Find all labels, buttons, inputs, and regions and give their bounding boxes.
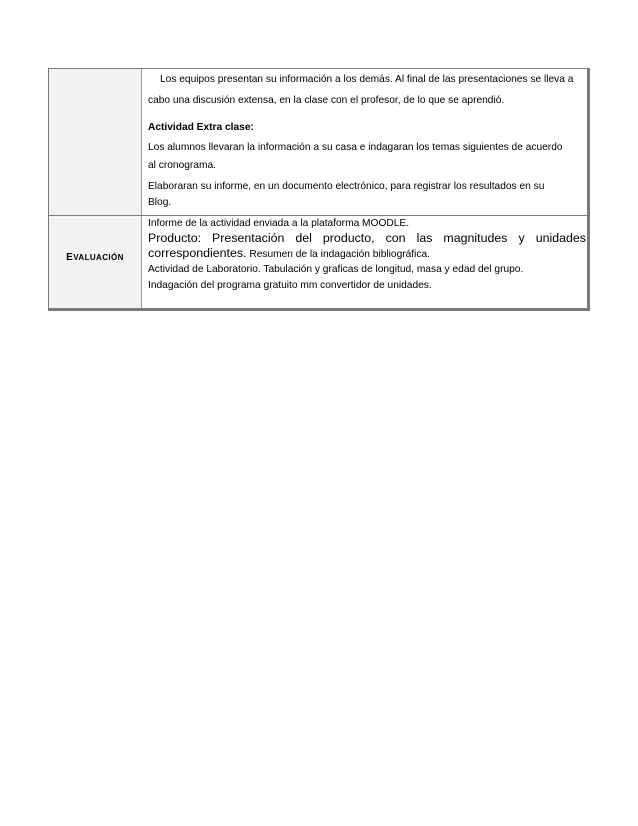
row2-line1: Informe de la actividad enviada a la plataforma MOODLE. (148, 218, 410, 229)
label-divider (49, 217, 141, 218)
row-divider (49, 215, 587, 216)
evaluation-label-rest: VALUACIÓN (73, 253, 124, 262)
row1-line3: Los alumnos llevaran la información a su casa e indagaran los temas siguientes de acuerdo (148, 142, 563, 153)
extra-activity-title: Actividad Extra clase: (148, 122, 254, 133)
row2-line4: Actividad de Laboratorio. Tabulación y graficas de longitud, masa y edad del grupo. (148, 264, 524, 275)
evaluation-label (49, 252, 141, 263)
lesson-table (48, 68, 590, 311)
row2-line3-big: correspondientes. (148, 246, 247, 260)
row1-line4: al cronograma. (148, 160, 216, 171)
label-column (49, 69, 142, 308)
row2-line3 (148, 247, 430, 261)
row1-line5: Elaboraran su informe, en un documento electrónico, para registrar los resultados en su (148, 181, 545, 192)
row2-line2: Producto: Presentación del producto, con las magnitudes y unidades (148, 231, 586, 245)
row2-line3-small: Resumen de la indagación bibliográfica. (246, 249, 430, 260)
row2-line5: Indagación del programa gratuito mm convertidor de unidades. (148, 280, 432, 291)
row1-line2: cabo una discusión extensa, en la clase con el profesor, de lo que se aprendió. (148, 95, 505, 106)
row1-line6: Blog. (148, 197, 172, 208)
evaluation-label-initial: E (66, 252, 74, 263)
row1-line1: Los equipos presentan su información a los demás. Al final de las presentaciones se lleva a (160, 74, 574, 85)
